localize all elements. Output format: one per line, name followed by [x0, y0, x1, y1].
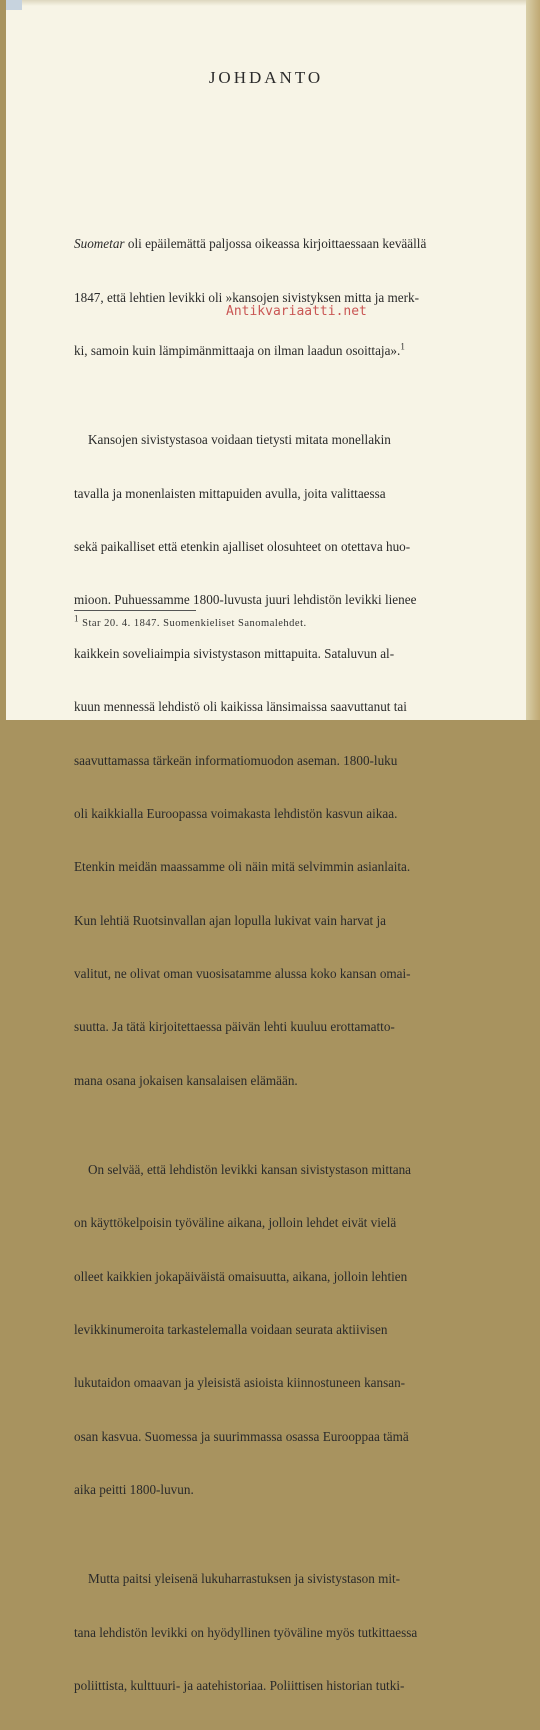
chapter-heading: JOHDANTO — [208, 68, 324, 87]
text-line: osan kasvua. Suomessa ja suurimmassa osassa Eurooppaa tämä — [74, 1428, 409, 1444]
text-line: Kun lehtiä Ruotsinvallan ajan lopulla lukivat vain harvat ja — [74, 912, 387, 928]
italic-lead: Suometar — [74, 236, 125, 252]
text-line: mioon. Puhuessamme 1800-luvusta juuri lehdistön levikki lienee — [74, 592, 417, 608]
text-line: Suometar oli epäilemättä paljossa oikeassa kirjoittaessaan keväällä — [74, 236, 427, 252]
text-line: poliittista, kulttuuri- ja aatehistoriaa. Poliittisen historian tutki- — [74, 1677, 405, 1693]
text-line: ki, samoin kuin lämpimänmittaaja on ilman laadun osoittaja».$^1$ — [74, 341, 405, 359]
text-line: levikkinumeroita tarkastelemalla voidaan seurata aktiivisen — [74, 1322, 388, 1337]
body-text — [74, 182, 442, 1730]
text-line: saavuttamassa tärkeän informatiomuodon aseman. 1800-luku — [74, 752, 398, 768]
corner-tab — [6, 0, 22, 10]
text-line: on käyttökelpoisin työväline aikana, jolloin lehdet eivät vielä — [74, 1215, 397, 1231]
text-line: kuun mennessä lehdistö oli kaikissa länsimaissa saavuttanut tai — [74, 699, 407, 715]
text-line: suutta. Ja tätä kirjoitettaessa päivän lehti kuuluu erottamatto- — [74, 1019, 395, 1035]
book-edge — [526, 0, 540, 720]
footnote-divider — [74, 610, 196, 611]
text-line: lukutaidon omaavan ja yleisistä asioista kiinnostuneen kansan- — [74, 1375, 406, 1391]
footnote — [74, 613, 442, 629]
text-line: Mutta paitsi yleisenä lukuharrastuksen ja sivistystason mit- — [88, 1571, 401, 1587]
text-line: valitut, ne olivat oman vuosisatamme alussa koko kansan omai- — [74, 966, 411, 982]
watermark-text: Antikvariaatti.net — [226, 304, 367, 319]
page-edge — [6, 0, 526, 6]
text-line: aika peitti 1800-luvun. — [74, 1482, 194, 1498]
text-line: kaikkein soveliaimpia sivistystason mittapuita. Sataluvun al- — [74, 645, 395, 661]
text-line: tana lehdistön levikki on hyödyllinen työväline myös tutkittaessa — [74, 1624, 418, 1640]
text-line: mana osana jokaisen kansalaisen elämään. — [74, 1072, 298, 1088]
text-line: 1847, että lehtien levikki oli »kansojen sivistyksen mitta ja merk- — [74, 289, 420, 305]
footnote-ref: 1 — [400, 341, 405, 352]
text-line: tavalla ja monenlaisten mittapuiden avulla, joita valittaessa — [74, 485, 386, 501]
text-line: Etenkin meidän maassamme oli näin mitä selvimmin asianlaita. — [74, 859, 411, 875]
book-page — [6, 0, 526, 1693]
footnote-text: Star 20. 4. 1847. Suomenkieliset Sanomalehdet. — [82, 618, 307, 629]
text-line: oli kaikkialla Euroopassa voimakasta lehdistön kasvun aikaa. — [74, 805, 398, 821]
text-line: On selvää, että lehdistön levikki kansan sivistystason mittana — [88, 1161, 412, 1177]
text-line: Kansojen sivistystasoa voidaan tietysti mitata monellakin — [88, 432, 391, 448]
text-line: sekä paikalliset että etenkin ajalliset olosuhteet on otettava huo- — [74, 538, 411, 554]
text-line: olleet kaikkien jokapäiväistä omaisuutta, aikana, jolloin lehtien — [74, 1268, 408, 1284]
footnote-marker: 1 — [74, 613, 79, 624]
